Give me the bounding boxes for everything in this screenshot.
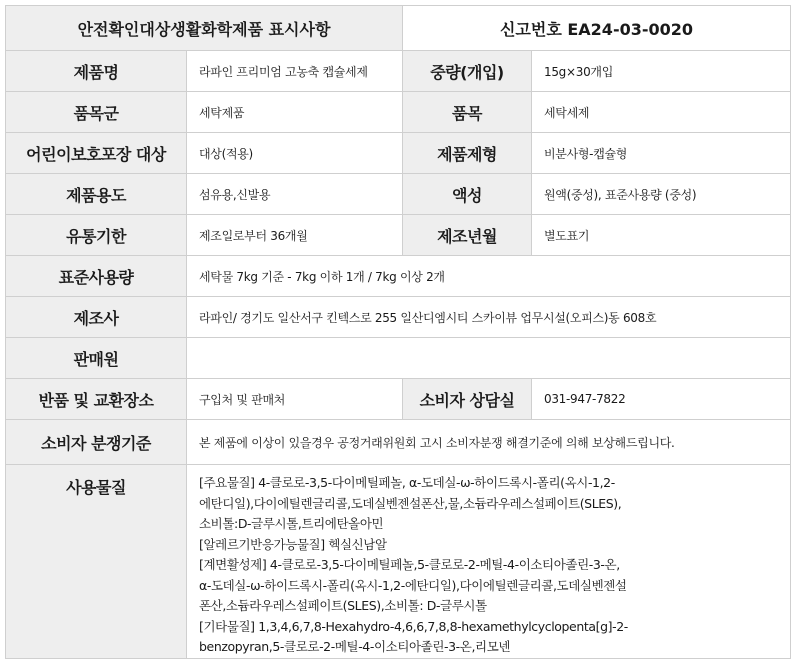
child-pack-label: 어린이보호포장 대상 bbox=[6, 133, 187, 174]
materials-label: 사용물질 bbox=[6, 465, 187, 659]
weight-label: 중량(개입) bbox=[403, 51, 532, 92]
category-label: 품목 bbox=[403, 92, 532, 133]
materials-line: benzopyran,5-클로로-2-메틸-4-이소티아졸린-3-온,리모넨 bbox=[199, 639, 511, 654]
materials-line: 소비톨:D-글루시톨,트리에탄올아민 bbox=[199, 516, 384, 531]
standard-use-value: 세탁물 7kg 기준 - 7kg 이하 1개 / 7kg 이상 2개 bbox=[187, 256, 791, 297]
product-name-label: 제품명 bbox=[6, 51, 187, 92]
exchange-label: 반품 및 교환장소 bbox=[6, 379, 187, 420]
liquid-label: 액성 bbox=[403, 174, 532, 215]
manufacturer-value: 라파인/ 경기도 일산서구 킨텍스로 255 일산디엠시티 스카이뷰 업무시설(오피스)동 608호 bbox=[187, 297, 791, 338]
expiry-value: 제조일로부터 36개월 bbox=[187, 215, 403, 256]
materials-line: [주요물질] 4-클로로-3,5-다이메틸페놀, α-도데실-ω-하이드록시-폴리(옥시-1,2- bbox=[199, 475, 615, 490]
materials-line: 폰산,소듐라우레스설페이트(SLES),소비톨: D-글루시톨 bbox=[199, 598, 487, 613]
expiry-label: 유통기한 bbox=[6, 215, 187, 256]
materials-line: [계면활성제] 4-클로로-3,5-다이메틸페놀,5-클로로-2-메틸-4-이소티아졸린-3-온, bbox=[199, 557, 620, 572]
form-value: 비분사형-캡슐형 bbox=[532, 133, 791, 174]
registration-number: 신고번호 EA24-03-0020 bbox=[403, 6, 791, 51]
materials-line: 에탄디일),다이에틸렌글리콜,도데실벤젠설폰산,물,소듐라우레스설페이트(SLES), bbox=[199, 495, 622, 511]
manufacturer-label: 제조사 bbox=[6, 297, 187, 338]
exchange-value: 구입처 및 판매처 bbox=[187, 379, 403, 420]
liquid-value: 원액(중성), 표준사용량 (중성) bbox=[532, 174, 791, 215]
category-group-value: 세탁제품 bbox=[187, 92, 403, 133]
category-value: 세탁세제 bbox=[532, 92, 791, 133]
usage-label: 제품용도 bbox=[6, 174, 187, 215]
product-name-value: 라파인 프리미엄 고농축 캡슐세제 bbox=[187, 51, 403, 92]
form-label: 제품제형 bbox=[403, 133, 532, 174]
child-pack-value: 대상(적용) bbox=[187, 133, 403, 174]
dispute-value: 본 제품에 이상이 있을경우 공정거래위원회 고시 소비자분쟁 해결기준에 의해 보상해드립니다. bbox=[187, 420, 791, 465]
consultation-value: 031-947-7822 bbox=[532, 379, 791, 420]
materials-line: [기타물질] 1,3,4,6,7,8-Hexahydro-4,6,6,7,8,8-hexamethylcyclopenta[g]-2- bbox=[199, 618, 628, 634]
usage-value: 섬유용,신발용 bbox=[187, 174, 403, 215]
seller-value bbox=[187, 338, 791, 379]
label-title: 안전확인대상생활화학제품 표시사항 bbox=[6, 6, 403, 51]
weight-value: 15g×30개입 bbox=[532, 51, 791, 92]
category-group-label: 품목군 bbox=[6, 92, 187, 133]
materials-line: α-도데실-ω-하이드록시-폴리(옥시-1,2-에탄디일),다이에틸렌글리콜,도데실벤젠설 bbox=[199, 577, 627, 593]
seller-label: 판매원 bbox=[6, 338, 187, 379]
materials-value bbox=[187, 465, 791, 659]
mfg-year-label: 제조년월 bbox=[403, 215, 532, 256]
dispute-label: 소비자 분쟁기준 bbox=[6, 420, 187, 465]
consultation-label: 소비자 상담실 bbox=[403, 379, 532, 420]
standard-use-label: 표준사용량 bbox=[6, 256, 187, 297]
mfg-year-value: 별도표기 bbox=[532, 215, 791, 256]
product-label-table bbox=[5, 5, 791, 659]
materials-line: [알레르기반응가능물질] 헥실신남알 bbox=[199, 536, 387, 552]
